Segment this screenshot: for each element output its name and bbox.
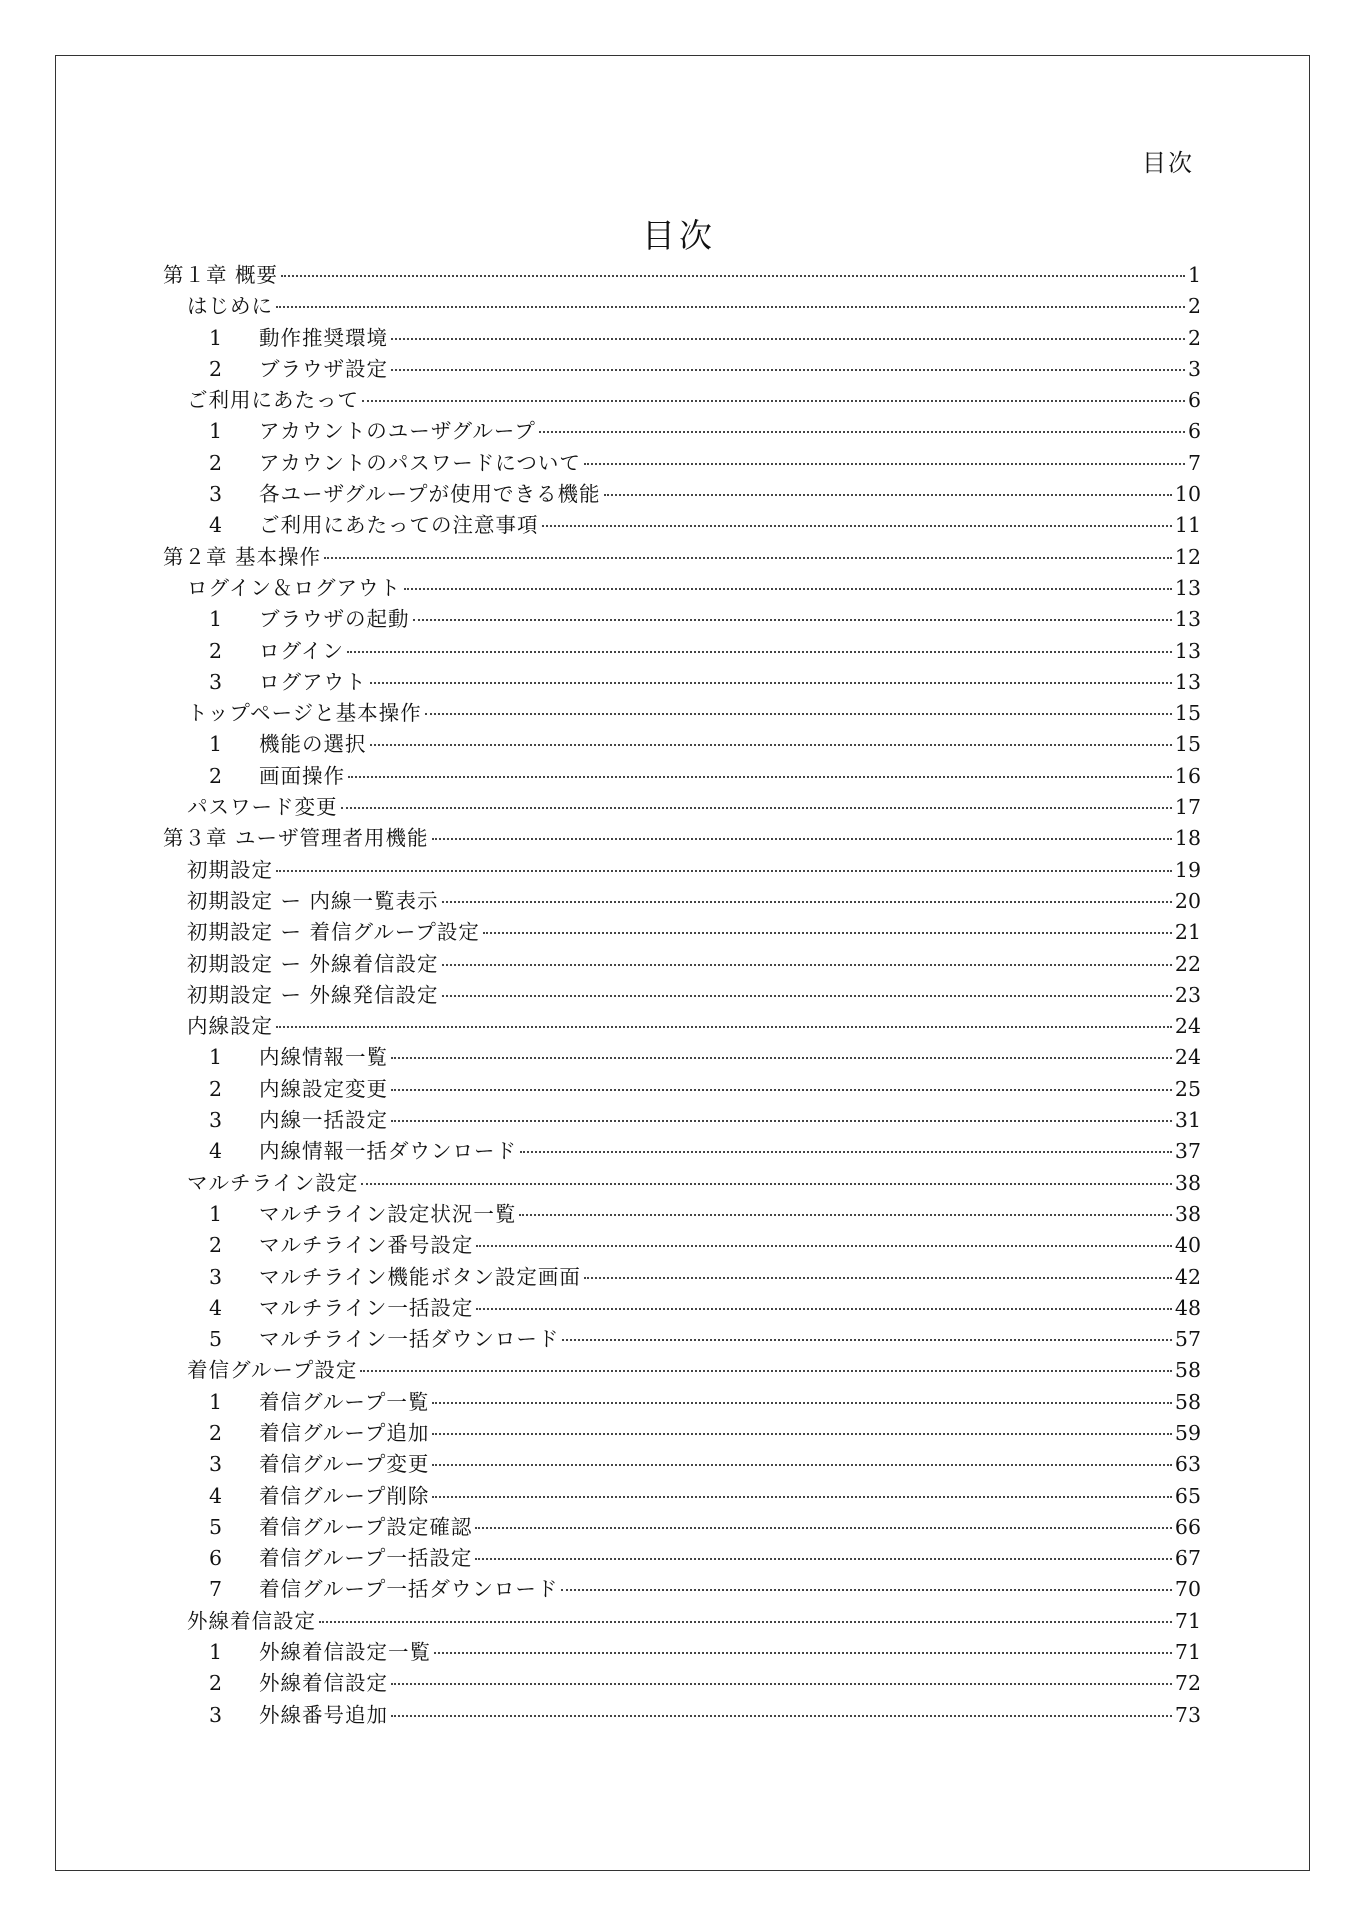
toc-entry-label: 画面操作	[259, 763, 345, 788]
toc-entry-page: 58	[1174, 1389, 1201, 1414]
toc-entry[interactable]	[163, 1168, 1201, 1199]
dot-leader	[475, 1527, 1172, 1529]
toc-entry-page: 22	[1174, 951, 1201, 976]
toc-entry-page: 72	[1174, 1671, 1201, 1696]
toc-entry-page: 37	[1174, 1139, 1201, 1164]
toc-entry-number: 3	[209, 1108, 223, 1133]
toc-entry-page: 38	[1174, 1170, 1201, 1195]
toc-entry-number: 2	[209, 1233, 223, 1258]
toc-entry-label: 内線設定変更	[259, 1076, 388, 1101]
toc-entry-label: ブラウザ設定	[259, 356, 388, 381]
toc-entry-page: 70	[1174, 1577, 1201, 1602]
toc-entry-page: 15	[1174, 701, 1201, 726]
dot-leader	[432, 1433, 1172, 1435]
toc-entry-number: 1	[209, 325, 223, 350]
toc-entry-number: 1	[209, 1045, 223, 1070]
dot-leader	[324, 557, 1172, 559]
toc-entry[interactable]	[163, 1355, 1201, 1386]
toc-entry[interactable]	[163, 1230, 1201, 1261]
dot-leader	[520, 1151, 1172, 1153]
toc-entry-page: 24	[1174, 1014, 1201, 1039]
dot-leader	[442, 964, 1172, 966]
dot-leader	[347, 651, 1172, 653]
toc-entry-number: 1	[209, 607, 223, 632]
toc-entry[interactable]	[163, 1074, 1201, 1105]
toc-entry[interactable]	[163, 1700, 1201, 1731]
dot-leader	[475, 1558, 1172, 1560]
toc-entry-page: 11	[1174, 513, 1201, 538]
toc-entry-label: マルチライン番号設定	[259, 1233, 474, 1258]
toc-entry-label: 各ユーザグループが使用できる機能	[259, 482, 601, 507]
toc-entry-label: ご利用にあたって	[187, 388, 359, 413]
dot-leader	[604, 494, 1172, 496]
toc-entry[interactable]	[163, 1011, 1201, 1042]
toc-entry[interactable]	[163, 291, 1201, 322]
dot-leader	[432, 1496, 1172, 1498]
toc-entry-label: 第１章 概要	[163, 263, 279, 287]
toc-entry[interactable]	[163, 385, 1201, 416]
toc-entry[interactable]	[163, 698, 1201, 729]
toc-entry-number: 4	[209, 1295, 223, 1320]
toc-entry-page: 48	[1174, 1295, 1201, 1320]
toc-entry[interactable]	[163, 1543, 1201, 1574]
toc-entry-number: 1	[209, 1389, 223, 1414]
toc-entry-number: 7	[209, 1577, 223, 1602]
dot-leader	[413, 619, 1172, 621]
toc-entry-page: 23	[1174, 982, 1201, 1007]
toc-entry-page: 17	[1174, 795, 1201, 820]
toc-entry-page: 7	[1187, 450, 1201, 475]
dot-leader	[476, 1245, 1172, 1247]
toc-entry-label: はじめに	[187, 294, 273, 319]
toc-entry-number: 5	[209, 1327, 223, 1352]
toc-entry-number: 1	[209, 1640, 223, 1665]
toc-entry-label: 初期設定 ー 外線着信設定	[187, 951, 439, 976]
toc-entry-page: 71	[1174, 1640, 1201, 1665]
dot-leader	[584, 463, 1185, 465]
toc-entry[interactable]	[163, 510, 1201, 541]
toc-entry-label: アカウントのユーザグループ	[259, 419, 536, 444]
running-header: 目次	[1142, 149, 1194, 177]
dot-leader	[476, 1308, 1172, 1310]
toc-entry[interactable]	[163, 949, 1201, 980]
dot-leader	[361, 1183, 1172, 1185]
toc-entry-label: 初期設定	[187, 857, 273, 882]
toc-entry[interactable]	[163, 448, 1201, 479]
toc-entry-number: 2	[209, 1076, 223, 1101]
dot-leader	[519, 1214, 1172, 1216]
toc-entry[interactable]	[163, 573, 1201, 604]
toc-entry-label: アカウントのパスワードについて	[259, 450, 581, 475]
dot-leader	[391, 338, 1185, 340]
toc-entry-page: 2	[1187, 325, 1201, 350]
toc-entry[interactable]	[163, 1042, 1201, 1073]
dot-leader	[391, 1120, 1172, 1122]
toc-entry[interactable]	[163, 1324, 1201, 1355]
toc-entry-label: マルチライン一括設定	[259, 1295, 474, 1320]
toc-entry-number: 3	[209, 1264, 223, 1289]
toc-entry-label: 着信グループ設定確認	[259, 1514, 473, 1539]
dot-leader	[370, 682, 1172, 684]
dot-leader	[281, 275, 1185, 277]
toc-entry-number: 4	[209, 1139, 223, 1164]
dot-leader	[360, 1370, 1172, 1372]
dot-leader	[542, 525, 1172, 527]
toc-entry[interactable]	[163, 667, 1201, 698]
toc-entry-label: マルチライン一括ダウンロード	[259, 1327, 560, 1352]
dot-leader	[391, 1683, 1172, 1685]
toc-entry-page: 71	[1174, 1608, 1201, 1633]
toc-entry[interactable]	[163, 1668, 1201, 1699]
toc-entry-label: 内線設定	[187, 1014, 273, 1039]
toc-entry-label: 内線情報一覧	[259, 1045, 388, 1070]
toc-entry-label: 内線一括設定	[259, 1108, 388, 1133]
toc-entry-label: ログイン＆ログアウト	[187, 575, 401, 600]
toc-entry-label: マルチライン機能ボタン設定画面	[259, 1264, 581, 1289]
toc-entry-label: ご利用にあたっての注意事項	[259, 513, 539, 538]
toc-entry[interactable]	[163, 823, 1201, 854]
toc-entry-page: 1	[1187, 263, 1201, 287]
toc-entry[interactable]	[163, 1418, 1201, 1449]
toc-entry-label: マルチライン設定状況一覧	[259, 1201, 517, 1226]
toc-entry-page: 16	[1174, 763, 1201, 788]
toc-entry[interactable]	[163, 1136, 1201, 1167]
toc-entry[interactable]	[163, 1293, 1201, 1324]
toc-entry-page: 67	[1174, 1546, 1201, 1571]
toc-entry[interactable]	[163, 1199, 1201, 1230]
toc-entry[interactable]	[163, 1512, 1201, 1543]
toc-entry-page: 2	[1187, 294, 1201, 319]
toc-entry-number: 6	[209, 1546, 223, 1571]
toc-entry-page: 10	[1174, 482, 1201, 507]
toc-entry-number: 2	[209, 763, 223, 788]
toc-entry-label: 着信グループ追加	[259, 1420, 430, 1445]
toc-entry[interactable]	[163, 917, 1201, 948]
toc-entry-number: 1	[209, 419, 223, 444]
toc-entry[interactable]	[163, 1606, 1201, 1637]
toc-entry-label: 外線着信設定一覧	[259, 1640, 431, 1665]
toc-entry-page: 38	[1174, 1201, 1201, 1226]
dot-leader	[391, 1089, 1172, 1091]
dot-leader	[276, 1026, 1172, 1028]
toc-entry-label: ログアウト	[259, 669, 367, 694]
toc-entry-label: ブラウザの起動	[259, 607, 410, 632]
toc-entry-label: 着信グループ一括設定	[259, 1546, 473, 1571]
dot-leader	[319, 1621, 1172, 1623]
toc-entry[interactable]	[163, 729, 1201, 760]
page-title: 目次	[642, 216, 716, 255]
toc-entry-page: 65	[1174, 1483, 1201, 1508]
dot-leader	[341, 807, 1172, 809]
toc-entry-number: 1	[209, 732, 223, 757]
toc-entry-label: 初期設定 ー 着信グループ設定	[187, 920, 480, 945]
toc-entry-number: 3	[209, 669, 223, 694]
toc-entry-number: 2	[209, 1671, 223, 1696]
toc-entry-label: 第３章 ユーザ管理者用機能	[163, 826, 429, 851]
dot-leader	[276, 870, 1172, 872]
toc-entry-number: 1	[209, 1201, 223, 1226]
toc-entry-label: 着信グループ一覧	[259, 1389, 430, 1414]
dot-leader	[483, 932, 1172, 934]
toc-entry-label: 内線情報一括ダウンロード	[259, 1139, 517, 1164]
toc-entry-page: 58	[1174, 1358, 1201, 1383]
toc-entry[interactable]	[163, 260, 1201, 291]
toc-entry-number: 4	[209, 1483, 223, 1508]
toc-entry-label: 外線着信設定	[259, 1671, 388, 1696]
toc-entry-number: 2	[209, 1420, 223, 1445]
toc-entry-page: 13	[1174, 669, 1201, 694]
dot-leader	[432, 1402, 1172, 1404]
toc-entry-label: 着信グループ削除	[259, 1483, 430, 1508]
toc-entry-label: 外線着信設定	[187, 1608, 316, 1633]
toc-entry-number: 2	[209, 450, 223, 475]
toc-entry-page: 13	[1174, 607, 1201, 632]
toc-entry-number: 3	[209, 1702, 223, 1727]
toc-entry-page: 42	[1174, 1264, 1201, 1289]
toc-entry[interactable]	[163, 1449, 1201, 1480]
dot-leader	[561, 1589, 1172, 1591]
toc-entry-page: 73	[1174, 1702, 1201, 1727]
dot-leader	[442, 901, 1172, 903]
toc-entry-page: 25	[1174, 1076, 1201, 1101]
toc-entry-number: 2	[209, 638, 223, 663]
dot-leader	[370, 744, 1172, 746]
toc-entry-page: 59	[1174, 1420, 1201, 1445]
toc-entry[interactable]	[163, 1105, 1201, 1136]
toc-entry-page: 57	[1174, 1327, 1201, 1352]
toc-entry-page: 13	[1174, 638, 1201, 663]
toc-entry-page: 12	[1174, 544, 1201, 569]
toc-entry-label: ログイン	[259, 638, 344, 663]
dot-leader	[432, 1464, 1172, 1466]
toc-entry-page: 24	[1174, 1045, 1201, 1070]
toc-entry-label: 初期設定 ー 外線発信設定	[187, 982, 439, 1007]
toc-entry[interactable]	[163, 636, 1201, 667]
dot-leader	[391, 369, 1185, 371]
toc-entry[interactable]	[163, 323, 1201, 354]
table-of-contents	[163, 260, 1201, 1731]
toc-entry-number: 2	[209, 356, 223, 381]
dot-leader	[391, 1057, 1172, 1059]
toc-entry[interactable]	[163, 354, 1201, 385]
toc-entry[interactable]	[163, 980, 1201, 1011]
toc-entry-page: 63	[1174, 1452, 1201, 1477]
toc-entry-label: 機能の選択	[259, 732, 367, 757]
dot-leader	[404, 588, 1172, 590]
dot-leader	[276, 306, 1185, 308]
toc-entry[interactable]	[163, 416, 1201, 447]
toc-entry-label: 動作推奨環境	[259, 325, 388, 350]
toc-entry-page: 15	[1174, 732, 1201, 757]
toc-entry-page: 3	[1187, 356, 1201, 381]
toc-entry-number: 3	[209, 482, 223, 507]
toc-entry-label: 第２章 基本操作	[163, 544, 322, 569]
toc-entry-label: 着信グループ変更	[259, 1452, 430, 1477]
dot-leader	[362, 400, 1185, 402]
toc-entry-label: 外線番号追加	[259, 1702, 388, 1727]
toc-entry[interactable]	[163, 479, 1201, 510]
toc-entry[interactable]	[163, 542, 1201, 573]
toc-entry[interactable]	[163, 1637, 1201, 1668]
dot-leader	[348, 776, 1172, 778]
toc-entry-page: 6	[1187, 419, 1201, 444]
dot-leader	[425, 713, 1172, 715]
toc-entry-number: 5	[209, 1514, 223, 1539]
toc-entry[interactable]	[163, 886, 1201, 917]
toc-entry[interactable]	[163, 855, 1201, 886]
toc-entry-page: 6	[1187, 388, 1201, 413]
dot-leader	[584, 1277, 1172, 1279]
toc-entry[interactable]	[163, 604, 1201, 635]
toc-entry-page: 13	[1174, 575, 1201, 600]
toc-entry-page: 19	[1174, 857, 1201, 882]
toc-entry-label: トップページと基本操作	[187, 701, 422, 726]
toc-entry[interactable]	[163, 792, 1201, 823]
toc-entry-number: 4	[209, 513, 223, 538]
toc-entry[interactable]	[163, 761, 1201, 792]
dot-leader	[391, 1715, 1172, 1717]
toc-entry-page: 20	[1174, 888, 1201, 913]
toc-entry[interactable]	[163, 1387, 1201, 1418]
toc-entry[interactable]	[163, 1262, 1201, 1293]
toc-entry-number: 3	[209, 1452, 223, 1477]
dot-leader	[434, 1652, 1172, 1654]
dot-leader	[539, 431, 1185, 433]
dot-leader	[562, 1339, 1172, 1341]
toc-entry[interactable]	[163, 1481, 1201, 1512]
toc-entry-page: 31	[1174, 1108, 1201, 1133]
toc-entry-label: マルチライン設定	[187, 1170, 359, 1195]
toc-entry-page: 21	[1174, 920, 1201, 945]
toc-entry-label: 初期設定 ー 内線一覧表示	[187, 888, 439, 913]
toc-entry-page: 40	[1174, 1233, 1201, 1258]
dot-leader	[432, 838, 1172, 840]
toc-entry-page: 66	[1174, 1514, 1201, 1539]
dot-leader	[442, 995, 1172, 997]
toc-entry-page: 18	[1174, 826, 1201, 851]
toc-entry-label: 着信グループ設定	[187, 1358, 358, 1383]
toc-entry[interactable]	[163, 1574, 1201, 1605]
toc-entry-label: 着信グループ一括ダウンロード	[259, 1577, 559, 1602]
toc-entry-label: パスワード変更	[187, 795, 338, 820]
